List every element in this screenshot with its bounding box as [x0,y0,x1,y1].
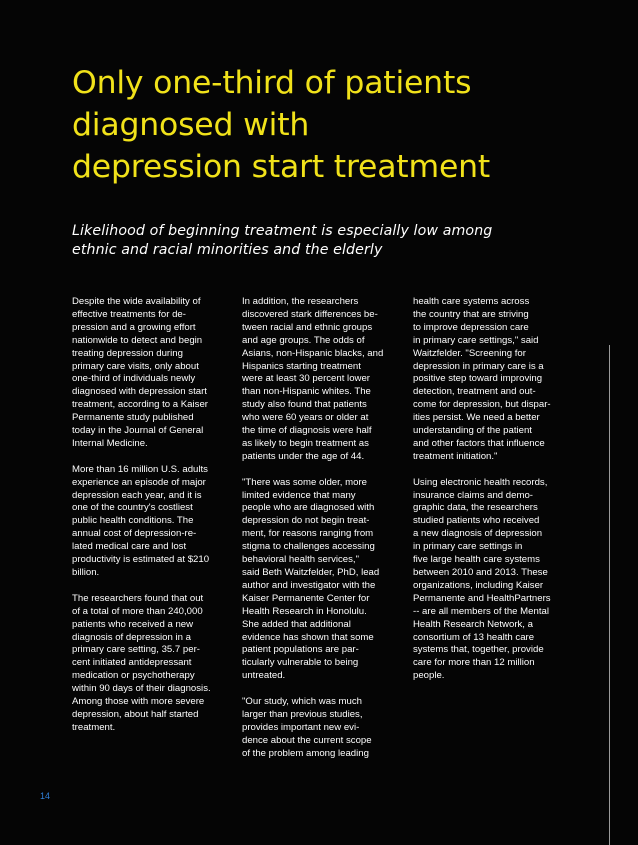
paragraph: "Our study, which was much larger than previous studies, provides important new evi- dence about the current scope of the problem among leading [242,696,372,759]
text-column-2 [242,296,402,773]
paragraph: Using electronic health records, insurance claims and demo- graphic data, the researchers studied patients who received a new diagnosis of depression in primary care settings in five large health care systems between 2010 and 2013. These organizations, including Kaiser Permanente and HealthPartners -- are all members of the Mental Health Research Network, a consortium of 13 health care systems that, together, provide care for more than 12 million people. [413,476,551,682]
text-column-3 [413,296,573,696]
page-number: 14 [40,791,51,801]
article-subhead: Likelihood of beginning treatment is especially low among ethnic and racial minorities and the elderly [72,223,493,258]
paragraph: In addition, the researchers discovered stark differences be- tween racial and ethnic groups and age groups. The odds of Asians, non-Hispanic blacks, and Hispanics starting treatment were at least 30 percent lower than non-Hispanic whites. The study also found that patients who were 60 years or older at the time of diagnosis were half as likely to begin treatment as patients under the age of 44. [242,296,384,462]
page-edge-divider [609,345,610,845]
text-column-1 [72,296,232,748]
paragraph: "There was some older, more limited evidence that many people who are diagnosed with depression do not begin treat- ment, for reasons ranging from stigma to challenges accessing behavioral health services," said Beth Waitzfelder, PhD, lead author and investigator with the Kaiser Permanente Center for Health Research in Honolulu. She added that additional evidence has shown that some patient populations are par- ticularly vulnerable to being untreated. [242,476,380,682]
paragraph: More than 16 million U.S. adults experience an episode of major depression each year, and it is one of the country's costliest public health conditions. The annual cost of depression-re- lated medical care and lost productivity is estimated at $210 billion. [72,463,210,579]
paragraph: The researchers found that out of a total of more than 240,000 patients who received a new diagnosis of depression in a primary care setting, 35.7 per- cent initiated antidepressant medication or psychotherapy within 90 days of their diagnosis. Among those with more severe depression, about half started treatment. [72,592,211,733]
article-headline: Only one-third of patients diagnosed with depression start treatment [72,65,491,185]
paragraph: health care systems across the country that are striving to improve depression care in primary care settings," said Waitzfelder. "Screening for depression in primary care is a positive step toward improving detection, treatment and out- come for depression, but dispar- ities persist. We need a better understanding of the patient and other factors that influence treatment initiation." [413,296,551,462]
paragraph: Despite the wide availability of effective treatments for de- pression and a growing effort nationwide to detect and begin treating depression during primary care visits, only about one-third of individuals newly diagnosed with depression start treatment, according to a Kaiser Permanente study published today in the Journal of General Internal Medicine. [72,296,208,449]
